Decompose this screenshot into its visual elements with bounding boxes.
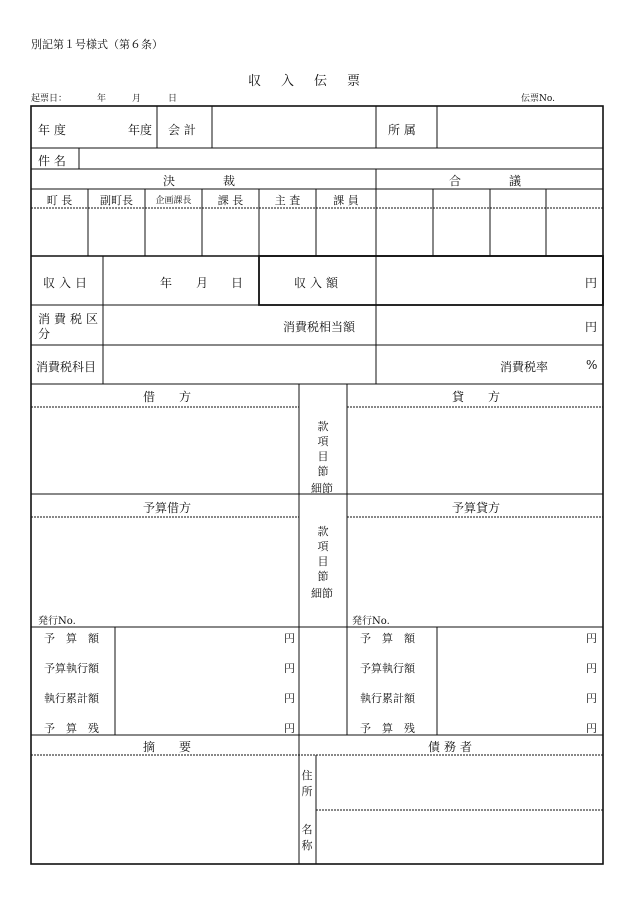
saisetsu-lower: 細節 [311,587,333,600]
kihyo-day: 日 [168,94,178,104]
kou-column-upper: 款 項 目 節 [317,420,329,478]
right-yen-2: 円 [586,662,597,675]
right-yosan-gaku: 予 算 額 [360,632,415,645]
right-yosan-shikko: 予算執行額 [360,662,415,675]
left-yen-2: 円 [284,662,295,675]
kou-column-lower: 款 項 目 節 [317,525,329,583]
income-month: 月 [196,276,209,290]
left-yen-4: 円 [284,722,295,735]
shozoku-label: 所 属 [388,123,416,137]
income-year: 年 [160,276,173,290]
role-shusa: 主 査 [274,194,301,207]
right-yen-1: 円 [586,632,597,645]
jusho-label: 住 所 [301,769,313,798]
credit-label: 貸 方 [452,390,501,404]
tax-kubun-line2: 分 [38,327,51,341]
income-yen: 円 [585,276,598,290]
kessai-label: 決 裁 [163,174,236,188]
budget-credit-label: 予算貸方 [452,501,501,515]
role-kacho: 課 長 [217,194,244,207]
left-yosan-zan: 予 算 残 [44,722,99,735]
nendo-suffix: 年度 [128,123,153,137]
income-date-label: 収入日 [43,276,92,290]
tax-percent: % [586,358,598,372]
tekiyo-label: 摘 要 [143,740,192,754]
tax-kamoku-label: 消費税科目 [36,360,97,374]
role-kain: 課 員 [333,194,359,207]
saisetsu-upper: 細節 [311,482,333,495]
page-title: 収入伝票 [248,74,381,89]
role-fukuchocho: 副町長 [100,194,133,207]
income-amount-label: 収入額 [294,276,343,290]
role-chocho: 町 長 [46,194,73,207]
saimusha-label: 債務者 [428,740,477,754]
denpyo-no-label: 伝票No. [521,94,555,104]
right-shikko-ruikei: 執行累計額 [360,692,415,705]
form-reference: 別記第１号様式（第６条） [31,38,163,51]
tax-yen: 円 [585,320,598,334]
tax-soutou-label: 消費税相当額 [283,320,356,334]
right-yosan-zan: 予 算 残 [360,722,415,735]
aigi-label: 合 議 [449,174,522,188]
budget-credit-hakko-no: 発行No. [352,616,390,627]
right-yen-4: 円 [586,722,597,735]
namae-label: 名 称 [301,823,313,852]
kihyo-label: 起票日： [31,94,68,104]
left-yosan-gaku: 予 算 額 [44,632,99,645]
budget-debit-label: 予算借方 [143,501,192,515]
left-shikko-ruikei: 執行累計額 [44,692,99,705]
left-yosan-shikko: 予算執行額 [44,662,99,675]
kaikei-label: 会 計 [168,123,196,137]
tax-rate-label: 消費税率 [500,360,549,374]
budget-debit-hakko-no: 発行No. [38,616,76,627]
left-yen-3: 円 [284,692,295,705]
kihyo-month: 月 [132,94,142,104]
kihyo-year: 年 [97,94,107,104]
income-day: 日 [231,276,244,290]
nendo-label: 年 度 [38,123,66,137]
role-kikaku-kacho: 企画課長 [155,196,192,206]
left-yen-1: 円 [284,632,295,645]
right-yen-3: 円 [586,692,597,705]
tax-kubun-line1: 消費税区 [38,312,103,326]
debit-label: 借 方 [143,390,192,404]
kenmei-label: 件 名 [38,154,66,168]
